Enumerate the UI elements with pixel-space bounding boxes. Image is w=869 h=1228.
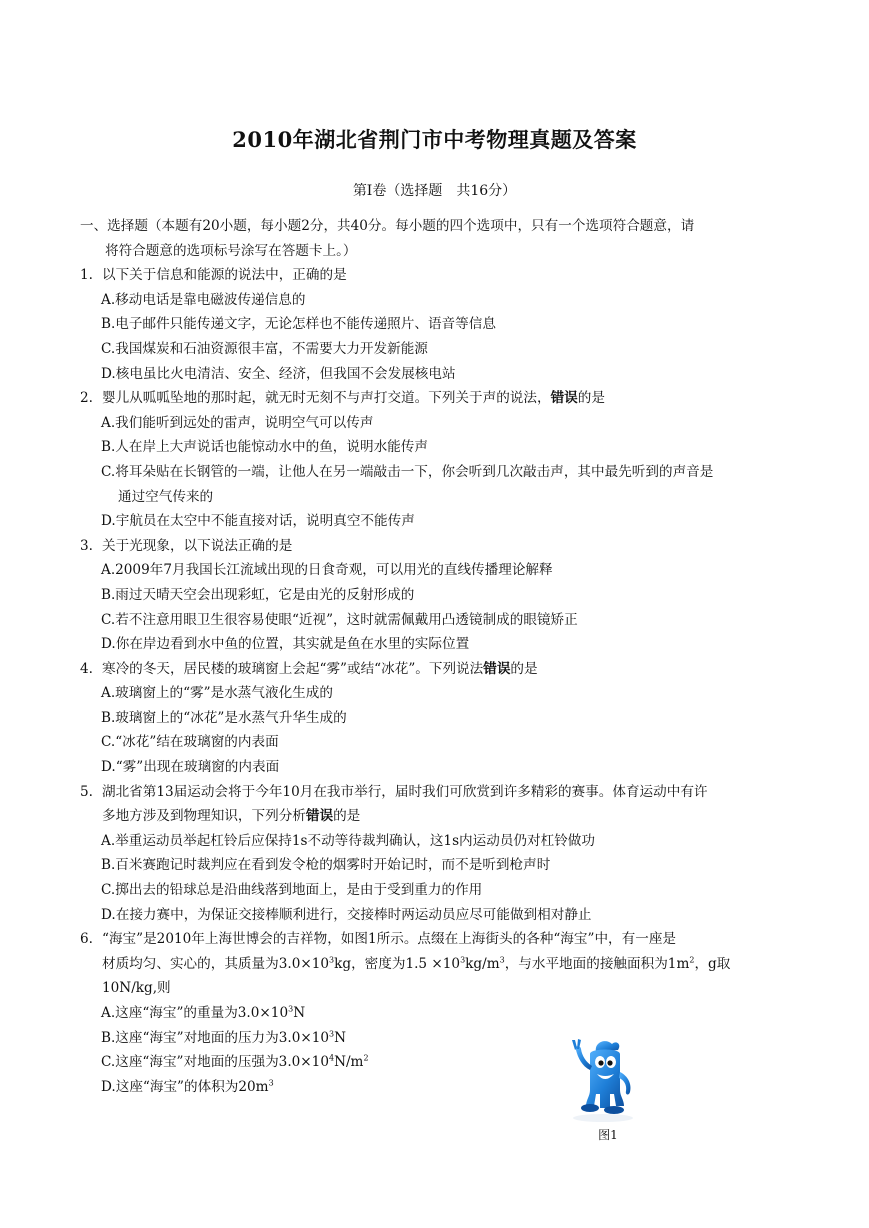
option-c-line2: 通过空气传来的	[118, 488, 214, 505]
option-c-line1: C.将耳朵贴在长钢管的一端，让他人在另一端敲击一下，你会听到几次敲击声，其中最先听到的声音是	[101, 463, 714, 480]
option-b	[80, 1026, 792, 1051]
option-c: C.我国煤炭和石油资源很丰富，不需要大力开发新能源	[101, 340, 428, 357]
option-d: D.“雾”出现在玻璃窗的内表面	[101, 759, 280, 776]
question-3-stem	[80, 534, 792, 559]
question-text-line2-a: 材质均匀、实心的，其质量为3.0×10	[102, 955, 330, 972]
option-a: A.玻璃窗上的“雾”是水蒸气液化生成的	[101, 685, 333, 702]
question-5-stem	[80, 780, 792, 829]
question-text-line1: 湖北省第13届运动会将于今年10月在我市举行，届时我们可欣赏到许多精彩的赛事。体育运动中有许	[102, 783, 708, 800]
haibao-mascot-figure	[566, 1038, 644, 1128]
section-heading	[80, 214, 792, 263]
document-title: 2010年湖北省荆门市中考物理真题及答案	[232, 127, 637, 152]
exponent: 3	[329, 955, 335, 965]
exponent: 3	[268, 1078, 274, 1088]
section-subtitle: 第Ⅰ卷（选择题 共16分）	[352, 183, 517, 199]
question-number: 4.	[80, 660, 93, 677]
emphasis-wrong: 错误	[305, 808, 334, 825]
option-a	[80, 1001, 792, 1026]
option-c	[80, 460, 792, 509]
option-text: D.这座“海宝”的体积为20m	[101, 1078, 269, 1095]
option-c: C.若不注意用眼卫生很容易使眼“近视”，这时就需佩戴用凸透镜制成的眼镜矫正	[101, 611, 578, 628]
option-d: D.在接力赛中，为保证交接棒顺利进行，交接棒时两运动员应尽可能做到相对静止	[101, 906, 592, 923]
emphasis-wrong: 错误	[550, 390, 578, 407]
option-b: B.电子邮件只能传递文字，无论怎样也不能传递照片、语音等信息	[101, 316, 496, 333]
option-d	[80, 1075, 792, 1100]
option-b: B.百米赛跑记时裁判应在看到发令枪的烟雾时开始记时，而不是听到枪声时	[101, 857, 551, 874]
question-text: 关于光现象，以下说法正确的是	[102, 537, 293, 554]
question-number: 5.	[80, 783, 93, 800]
question-number: 3.	[80, 537, 93, 554]
option-unit: N/m	[334, 1054, 364, 1071]
question-6-stem	[80, 927, 792, 1001]
option-unit: N	[334, 1029, 347, 1046]
option-d: D.核电虽比火电清洁、安全、经济，但我国不会发展核电站	[101, 365, 456, 382]
question-text: 以下关于信息和能源的说法中，正确的是	[102, 267, 347, 284]
exponent: 3	[288, 1004, 294, 1014]
option-a: A.举重运动员举起杠铃后应保持1s不动等待裁判确认，这1s内运动员仍对杠铃做功	[101, 832, 595, 849]
option-d: D.你在岸边看到水中鱼的位置，其实就是鱼在水里的实际位置	[101, 636, 470, 653]
section-heading-line1: 一、选择题（本题有20小题，每小题2分，共40分。每小题的四个选项中，只有一个选项符合题意，请	[80, 218, 695, 234]
option-b: B.玻璃窗上的“冰花”是水蒸气升华生成的	[101, 709, 347, 726]
question-text-pre: 婴儿从呱呱坠地的那时起，就无时无刻不与声打交道。下列关于声的说法，	[102, 390, 551, 407]
option-a: A.我们能听到远处的雷声，说明空气可以传声	[101, 414, 374, 431]
option-b: B.人在岸上大声说话也能惊动水中的鱼，说明水能传声	[101, 439, 428, 456]
question-text-line2: 多地方涉及到物理知识，下列分析	[102, 808, 306, 825]
question-text-line3: 10N/kg,则	[102, 980, 171, 997]
exponent: 4	[328, 1053, 335, 1063]
option-c: C.掷出去的铅球总是沿曲线落到地面上，是由于受到重力的作用	[101, 882, 483, 899]
question-number: 6.	[80, 931, 93, 948]
exponent: 3	[460, 955, 466, 965]
question-2-stem	[80, 386, 792, 411]
option-c	[80, 1050, 792, 1075]
question-text-post: 的是	[577, 390, 605, 407]
exponent: 2	[363, 1053, 369, 1063]
question-number: 1.	[80, 267, 93, 284]
question-text-post: 的是	[510, 660, 538, 677]
option-d: D.宇航员在太空中不能直接对话，说明真空不能传声	[101, 513, 415, 530]
option-text: C.这座“海宝”对地面的压强为3.0×10	[101, 1054, 329, 1071]
question-text-line2-c: kg/m	[465, 955, 500, 972]
option-c: C.“冰花”结在玻璃窗的内表面	[101, 734, 279, 751]
exponent: 3	[499, 955, 505, 965]
exponent: 2	[689, 955, 695, 965]
option-unit: N	[293, 1005, 306, 1021]
option-text: A.这座“海宝”的重量为3.0×10	[101, 1005, 289, 1021]
option-a: A.移动电话是靠电磁波传递信息的	[101, 291, 306, 308]
question-text-line2-b: kg，密度为1.5 ×10	[334, 955, 461, 972]
question-text-line2-e: ，g取	[694, 955, 731, 972]
exponent: 3	[329, 1029, 335, 1039]
question-number: 2.	[80, 390, 93, 407]
figure-caption: 图1	[598, 1128, 618, 1142]
option-text: B.这座“海宝”对地面的压力为3.0×10	[101, 1029, 330, 1046]
exam-content	[80, 214, 792, 1099]
option-a: A.2009年7月我国长江流域出现的日食奇观，可以用光的直线传播理论解释	[101, 562, 553, 579]
question-text-pre: 寒冷的冬天，居民楼的玻璃窗上会起“雾”或结“冰花”。下列说法	[102, 660, 484, 677]
question-text-line2-d: ，与水平地面的接触面积为1m	[504, 955, 690, 972]
section-heading-line2: 将符合题意的选项标号涂写在答题卡上。）	[105, 242, 357, 259]
question-1-stem	[80, 263, 792, 288]
question-text-post: 的是	[333, 808, 361, 825]
question-4-stem	[80, 657, 792, 682]
option-b: B.雨过天晴天空会出现彩虹，它是由光的反射形成的	[101, 586, 415, 603]
question-text-line1: “海宝”是2010年上海世博会的吉祥物，如图1所示。点缀在上海街头的各种“海宝”中，有一座是	[102, 931, 677, 948]
emphasis-wrong: 错误	[483, 660, 511, 677]
